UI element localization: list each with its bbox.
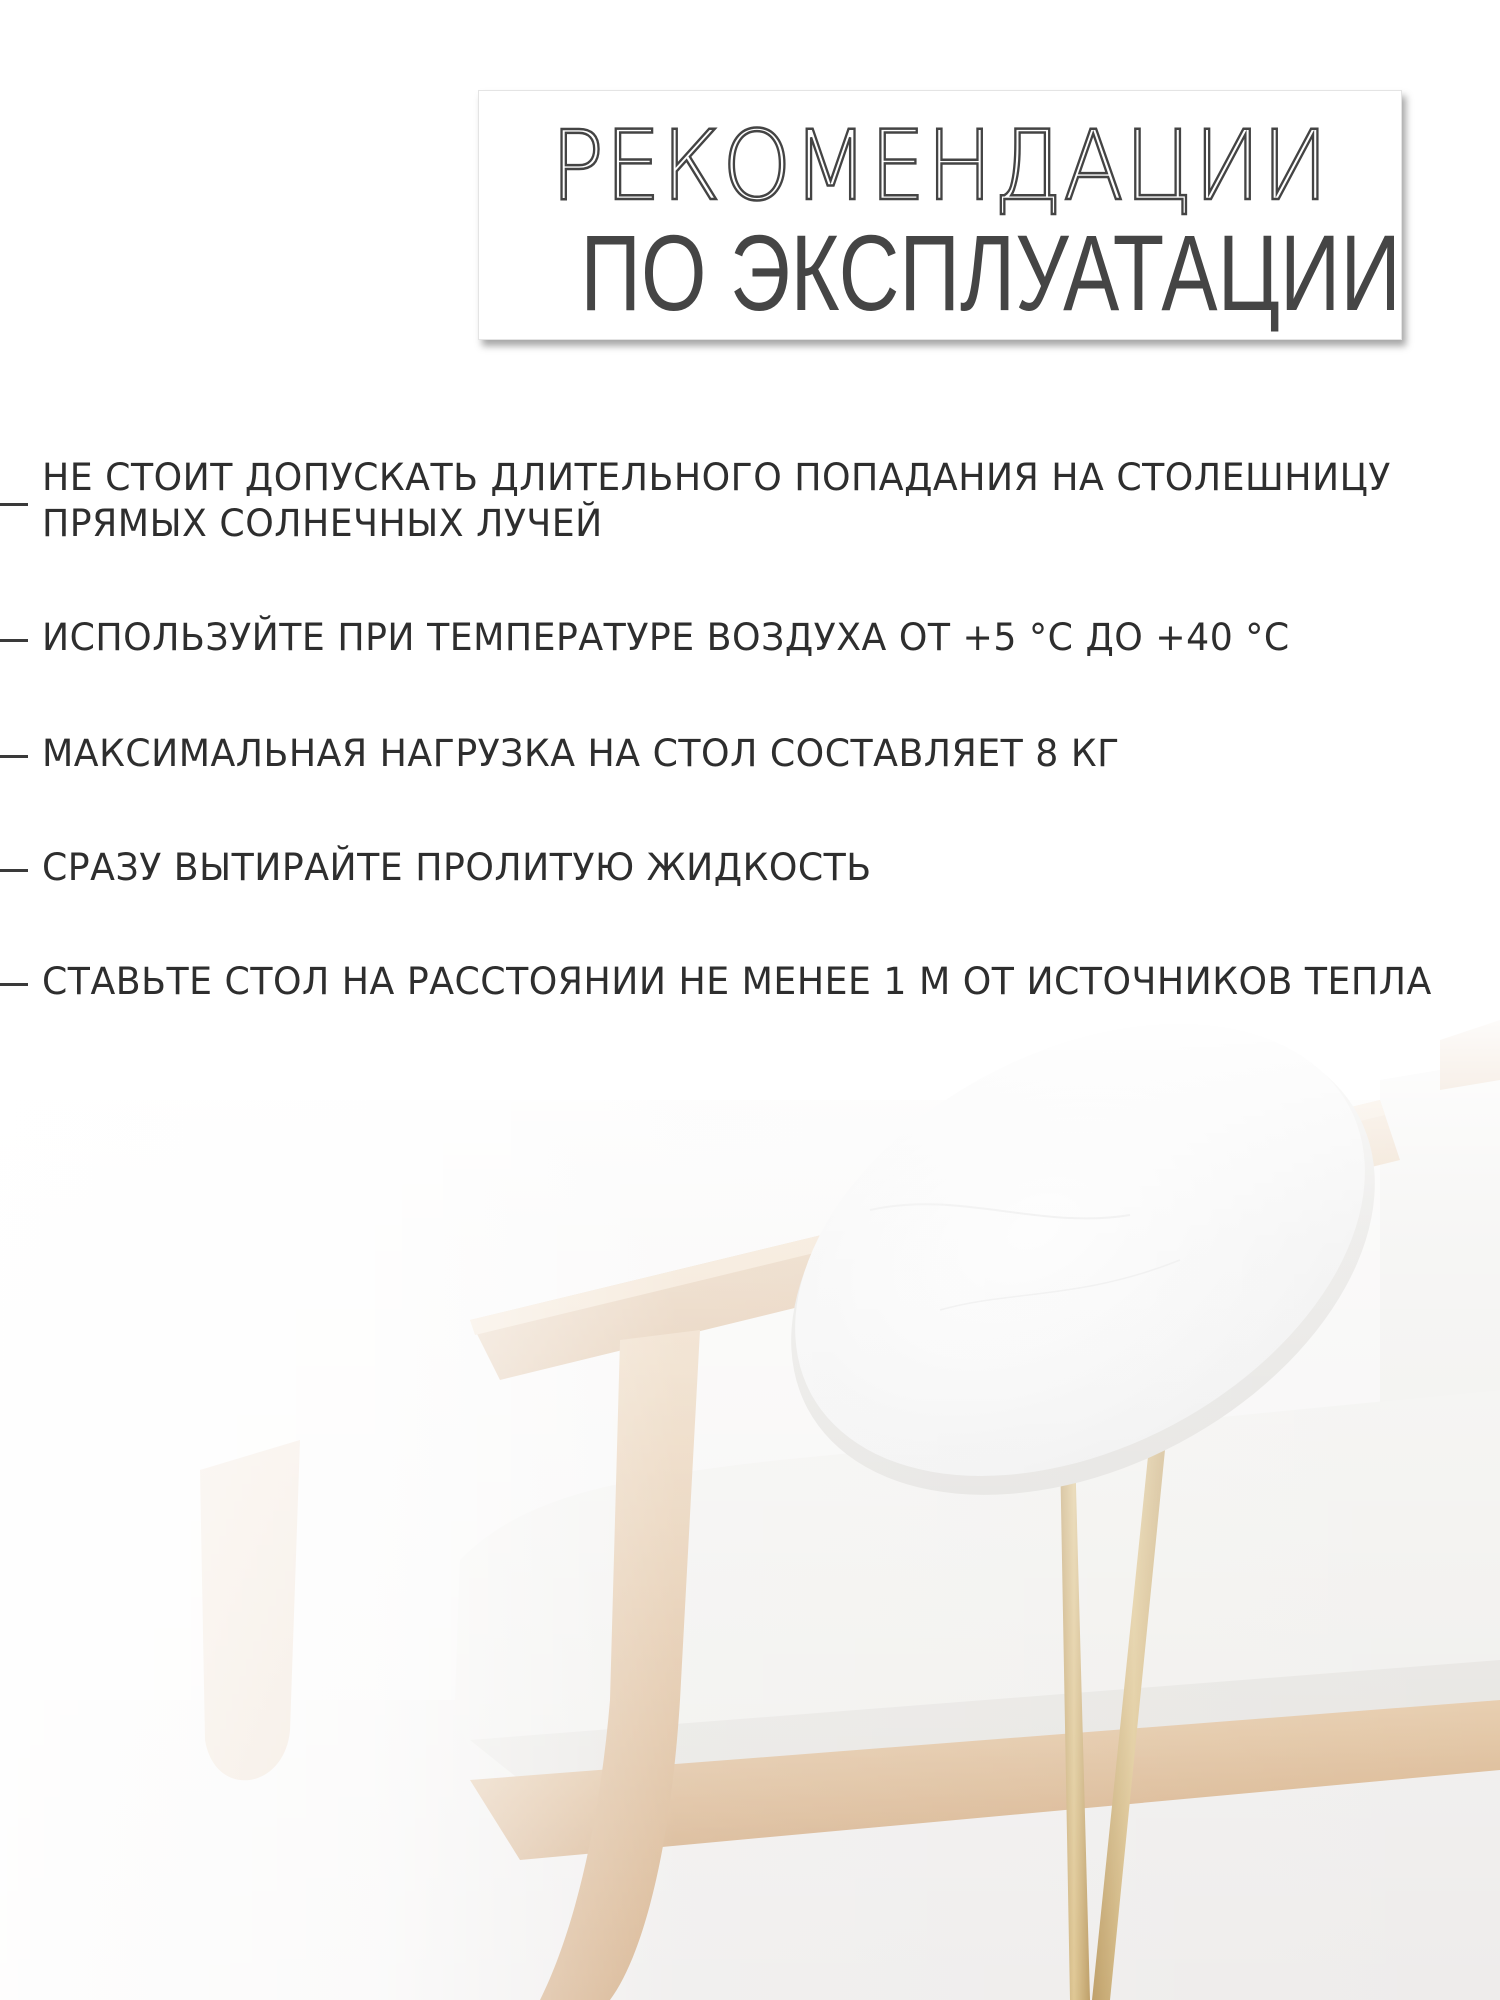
dash-icon <box>0 639 28 642</box>
dash-icon <box>0 755 28 758</box>
recommendation-text: СТАВЬТЕ СТОЛ НА РАССТОЯНИИ НЕ МЕНЕЕ 1 М ОТ ИСТОЧНИКОВ ТЕПЛА <box>42 960 1432 1003</box>
title-card <box>478 90 1402 340</box>
recommendation-text: МАКСИМАЛЬНАЯ НАГРУЗКА НА СТОЛ СОСТАВЛЯЕТ 8 КГ <box>42 732 1120 775</box>
dash-icon <box>0 503 28 506</box>
recommendation-text: НЕ СТОИТ ДОПУСКАТЬ ДЛИТЕЛЬНОГО ПОПАДАНИЯ НА СТОЛЕШНИЦУ ПРЯМЫХ СОЛНЕЧНЫХ ЛУЧЕЙ <box>42 456 1391 545</box>
dash-icon <box>0 869 28 872</box>
recommendation-text: СРАЗУ ВЫТИРАЙТЕ ПРОЛИТУЮ ЖИДКОСТЬ <box>42 846 872 889</box>
page-title-line2: ПО ЭКСПЛУАТАЦИИ <box>580 212 1401 333</box>
page-title-line1: РЕКОМЕНДАЦИИ <box>550 110 1330 222</box>
dash-icon <box>0 983 28 986</box>
recommendation-text: ИСПОЛЬЗУЙТЕ ПРИ ТЕМПЕРАТУРЕ ВОЗДУХА ОТ +5 °С ДО +40 °С <box>42 616 1290 659</box>
